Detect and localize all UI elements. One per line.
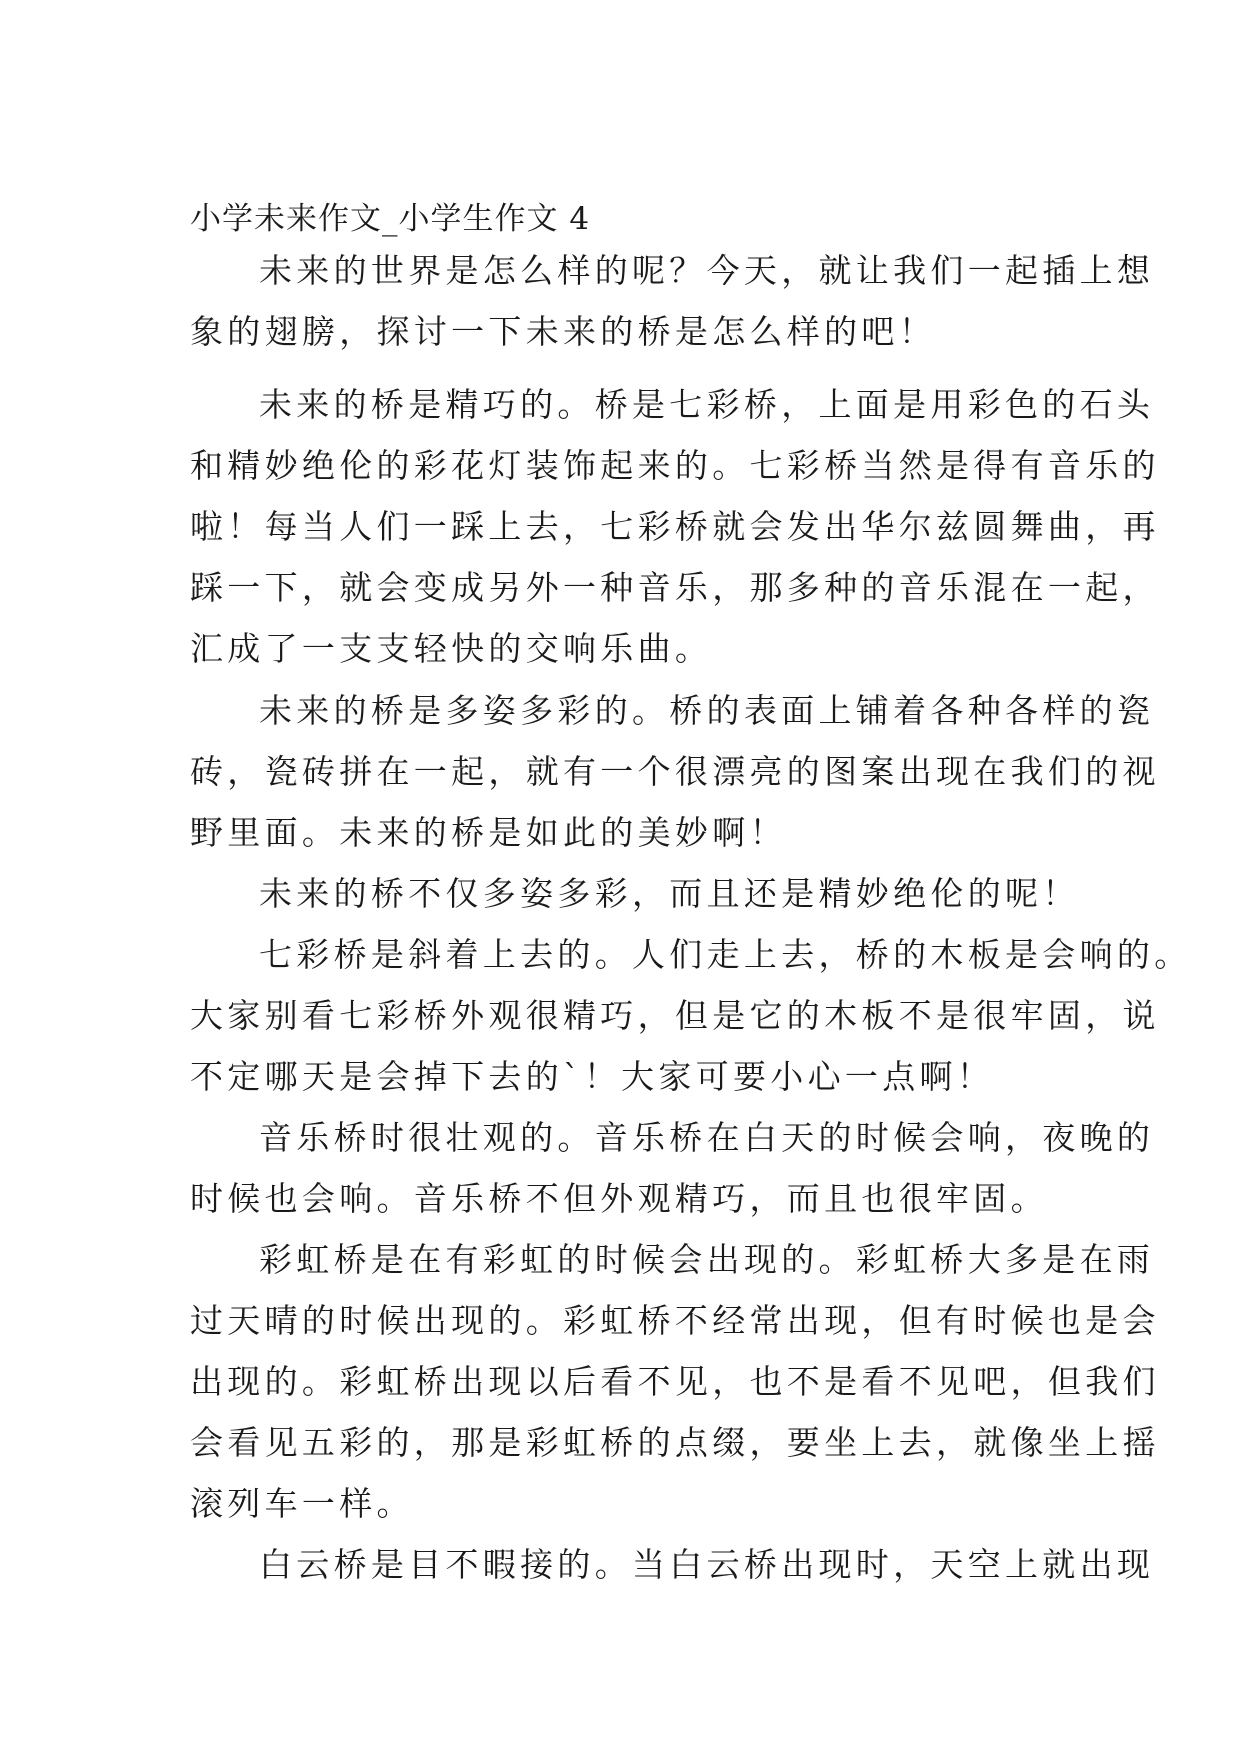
paragraph-8: [190, 1534, 1155, 1595]
text-line: 时候也会响。音乐桥不但外观精巧，而且也很牢固。: [190, 1179, 1048, 1218]
paragraph-2: [190, 374, 1160, 679]
text-line: 音乐桥时很壮观的。音乐桥在白天的时候会响，夜晚的: [259, 1118, 1155, 1157]
text-line: 踩一下，就会变成另外一种音乐，那多种的音乐混在一起，: [190, 568, 1160, 607]
text-line: 未来的桥不仅多姿多彩，而且还是精妙绝伦的呢！: [259, 874, 1080, 913]
text-line: 未来的世界是怎么样的呢？今天，就让我们一起插上想: [259, 251, 1155, 290]
text-line: 出现的。彩虹桥出现以后看不见，也不是看不见吧，但我们: [190, 1362, 1160, 1401]
paragraph-3: [190, 680, 1160, 863]
text-line: 大家别看七彩桥外观很精巧，但是它的木板不是很牢固，说: [190, 996, 1160, 1035]
paragraph-7: [190, 1229, 1160, 1534]
text-line: 未来的桥是多姿多彩的。桥的表面上铺着各种各样的瓷: [259, 691, 1155, 730]
paragraph-5: [190, 924, 1192, 1107]
text-line: 会看见五彩的，那是彩虹桥的点缀，要坐上去，就像坐上摇: [190, 1423, 1160, 1462]
text-line: 过天晴的时候出现的。彩虹桥不经常出现，但有时候也是会: [190, 1301, 1160, 1340]
text-line: 野里面。未来的桥是如此的美妙啊！: [190, 813, 787, 852]
paragraph-1: [190, 240, 1155, 362]
paragraph-6: [190, 1107, 1155, 1229]
paragraph-4: [190, 863, 1080, 924]
text-line: 和精妙绝伦的彩花灯装饰起来的。七彩桥当然是得有音乐的: [190, 446, 1160, 485]
text-line: 未来的桥是精巧的。桥是七彩桥，上面是用彩色的石头: [259, 385, 1155, 424]
text-line: 七彩桥是斜着上去的。人们走上去，桥的木板是会响的。: [259, 935, 1192, 974]
document-title: 小学未来作文_小学生作文 4: [190, 201, 591, 237]
text-line: 白云桥是目不暇接的。当白云桥出现时，天空上就出现: [259, 1545, 1155, 1584]
text-line: 汇成了一支支轻快的交响乐曲。: [190, 629, 713, 668]
text-line: 啦！每当人们一踩上去，七彩桥就会发出华尔兹圆舞曲，再: [190, 507, 1160, 546]
text-line: 彩虹桥是在有彩虹的时候会出现的。彩虹桥大多是在雨: [259, 1240, 1155, 1279]
text-line: 象的翅膀，探讨一下未来的桥是怎么样的吧！: [190, 312, 936, 351]
text-line: 不定哪天是会掉下去的`！大家可要小心一点啊！: [190, 1057, 995, 1096]
text-line: 砖，瓷砖拼在一起，就有一个很漂亮的图案出现在我们的视: [190, 752, 1160, 791]
text-line: 滚列车一样。: [190, 1484, 414, 1523]
